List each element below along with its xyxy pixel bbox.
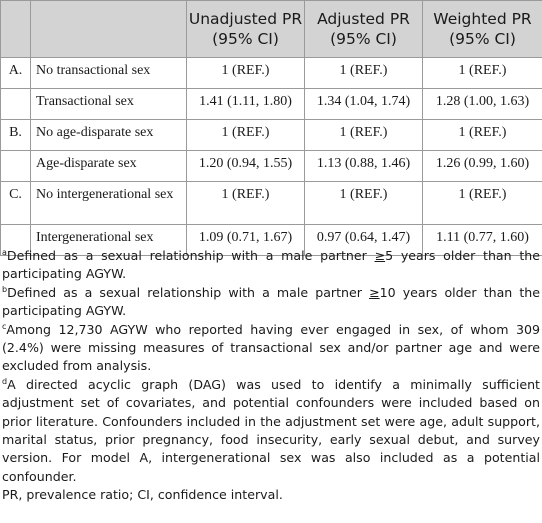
cell-group: C. — [1, 182, 31, 225]
cell-exposure: No transactional sex — [31, 58, 187, 89]
greater-equal-symbol: ≥ — [369, 284, 380, 300]
cell-adjusted: 1 (REF.) — [305, 182, 423, 225]
cell-adjusted: 1 (REF.) — [305, 120, 423, 151]
cell-unadjusted: 1.41 (1.11, 1.80) — [187, 89, 305, 120]
header-weighted: Weighted PR (95% CI) — [423, 1, 542, 58]
cell-group: A. — [1, 58, 31, 89]
header-unadjusted: Unadjusted PR (95% CI) — [187, 1, 305, 58]
cell-weighted: 1.11 (0.77, 1.60) — [423, 225, 542, 256]
cell-weighted: 1.26 (0.99, 1.60) — [423, 151, 542, 182]
table-header-row — [1, 1, 542, 58]
cell-exposure: No age-disparate sex — [31, 120, 187, 151]
cell-exposure: Intergenerational sex — [31, 225, 187, 256]
cell-exposure: No intergenerational sex — [31, 182, 187, 225]
footnote-abbreviations: PR, prevalence ratio; CI, confidence interval. — [2, 487, 283, 503]
table-footnotes — [2, 247, 540, 505]
cell-unadjusted: 1.09 (0.71, 1.67) — [187, 225, 305, 256]
cell-unadjusted: 1 (REF.) — [187, 120, 305, 151]
header-adjusted: Adjusted PR (95% CI) — [305, 1, 423, 58]
cell-weighted: 1 (REF.) — [423, 120, 542, 151]
cell-adjusted: 0.97 (0.64, 1.47) — [305, 225, 423, 256]
cell-unadjusted: 1 (REF.) — [187, 182, 305, 225]
table-row — [1, 120, 542, 151]
table-row — [1, 58, 542, 89]
results-table-figure — [0, 0, 542, 256]
prevalence-ratio-table — [0, 0, 542, 256]
cell-weighted: 1 (REF.) — [423, 58, 542, 89]
cell-exposure: Transactional sex — [31, 89, 187, 120]
footnote-c: $^c$Among 12,730 AGYW who reported having ever engaged in sex, of whom 309 (2.4%) were missing measures of transactional sex and/or partner age and were excluded from analysis. — [2, 321, 540, 374]
cell-unadjusted: 1 (REF.) — [187, 58, 305, 89]
footnote-marker: a — [2, 248, 7, 257]
greater-equal-symbol: ≥ — [374, 248, 386, 263]
cell-exposure: Age-disparate sex — [31, 151, 187, 182]
header-exposure — [31, 1, 187, 58]
footnote-b: $^b$Defined as a sexual relationship with a male partner ≥10 years older than the participating AGYW. — [2, 284, 541, 319]
footnote-d: $^d$A directed acyclic graph (DAG) was used to identify a minimally sufficient adjustment set of covariates, and potential confounders were included based on prior literature. Confounders included in the adjustment set were age, adult support, marital status, prior pregnancy, food insecurity, early sexual debut, and survey version. For model A, intergenerational sex was also included as a potential confounder. — [2, 376, 540, 484]
footnote-a: $^a$Defined as a sexual relationship with a male partner ≥5 years older than the participating AGYW. — [2, 248, 540, 282]
footnote-marker: b — [2, 284, 8, 294]
footnote-marker: d — [2, 376, 8, 386]
cell-unadjusted: 1.20 (0.94, 1.55) — [187, 151, 305, 182]
table-row — [1, 151, 542, 182]
cell-adjusted: 1.34 (1.04, 1.74) — [305, 89, 423, 120]
cell-group: B. — [1, 120, 31, 151]
cell-weighted: 1.28 (1.00, 1.63) — [423, 89, 542, 120]
cell-group — [1, 151, 31, 182]
table-row — [1, 182, 542, 225]
cell-adjusted: 1 (REF.) — [305, 58, 423, 89]
cell-group — [1, 89, 31, 120]
cell-weighted: 1 (REF.) — [423, 182, 542, 225]
footnote-marker: c — [2, 321, 7, 331]
table-row — [1, 89, 542, 120]
header-group — [1, 1, 31, 58]
cell-adjusted: 1.13 (0.88, 1.46) — [305, 151, 423, 182]
